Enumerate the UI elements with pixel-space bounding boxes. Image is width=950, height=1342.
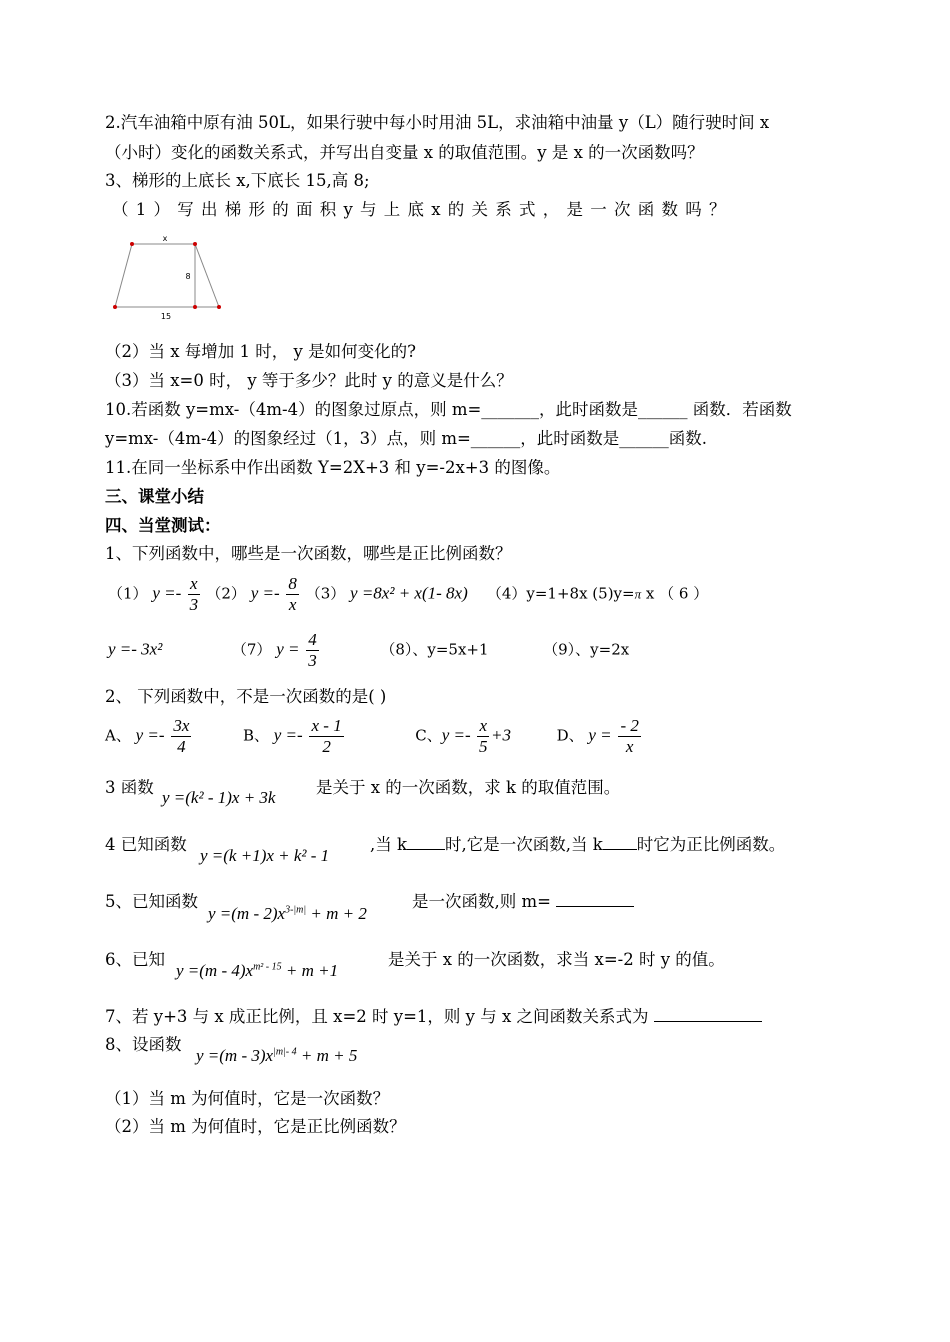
t1-label-1: （1） xyxy=(108,584,148,603)
q3-part-3: （3）当 x=0 时， y 等于多少？此时 y 的意义是什么？ xyxy=(105,371,513,390)
t1-label-7: （7） xyxy=(231,640,272,659)
answer-blank[interactable] xyxy=(556,906,634,907)
t6-pre: 6、已知 xyxy=(105,950,165,969)
option-d-label: D、 xyxy=(556,726,584,745)
option-b-lhs: y =- xyxy=(273,725,303,745)
t3-pre: 3 函数 xyxy=(105,778,154,797)
t5-pre: 5、已知函数 xyxy=(105,892,198,911)
option-a-label: A、 xyxy=(105,726,131,745)
t3-post: 是关于 x 的一次函数，求 k 的取值范围。 xyxy=(316,778,621,797)
vertex-point xyxy=(130,242,134,246)
bottom-label: 15 xyxy=(160,312,172,321)
option-b-label: B、 xyxy=(242,726,269,745)
q3-part-2: （2）当 x 每增加 1 时， y 是如何变化的? xyxy=(105,342,416,361)
formula-tail: + m +1 xyxy=(281,961,339,980)
t1-row-2 xyxy=(108,630,629,671)
option-b-fraction xyxy=(309,716,343,757)
t1-title: 1、下列函数中，哪些是一次函数，哪些是正比例函数？ xyxy=(105,544,512,563)
fraction-numerator: 8 xyxy=(288,574,297,593)
q11: 11.在同一坐标系中作出函数 Y=2X+3 和 y=-2x+3 的图像。 xyxy=(105,458,561,477)
t6-formula xyxy=(176,961,338,981)
t1-label-2: （2） xyxy=(206,584,246,603)
formula-exponent: m² - 15 xyxy=(253,961,282,973)
fraction-numerator: - 2 xyxy=(620,716,639,735)
fraction-denominator: 3 xyxy=(189,595,199,614)
t1-formula-2-fraction xyxy=(286,574,299,615)
t2-title: 2、 下列函数中，不是一次函数的是( ) xyxy=(105,687,387,706)
t4-formula: y =(k +1)x + k² - 1 xyxy=(200,846,330,865)
section-test-heading: 四、当堂测试： xyxy=(105,516,221,535)
top-label: x xyxy=(162,234,168,243)
option-c-label: C、 xyxy=(415,726,442,745)
t6-post: 是关于 x 的一次函数，求当 x=-2 时 y 的值。 xyxy=(388,950,725,969)
t3-formula: y =(k² - 1)x + 3k xyxy=(162,788,276,807)
t8-pre: 8、设函数 xyxy=(105,1035,182,1054)
t5-post-text: 是一次函数,则 m= xyxy=(412,892,551,911)
t8-part-2: （2）当 m 为何值时，它是正比例函数？ xyxy=(105,1117,406,1136)
t7-text: 7、若 y+3 与 x 成正比例，且 x=2 时 y=1，则 y 与 x 之间函数关系式为 xyxy=(105,1007,649,1026)
vertex-point xyxy=(217,305,221,309)
answer-blank[interactable] xyxy=(407,849,445,850)
t1-label-9: （9）、y=2x xyxy=(543,640,630,659)
fraction-denominator: 3 xyxy=(308,651,317,670)
fraction-numerator: 4 xyxy=(308,630,317,649)
t4-post xyxy=(370,831,785,855)
t1-formula-1-lhs: y =- xyxy=(152,583,182,603)
t7 xyxy=(105,1003,762,1027)
trapezoid-left-edge xyxy=(115,244,132,307)
option-a-fraction xyxy=(171,716,191,757)
option-c-fraction xyxy=(477,716,489,757)
t4-post-3: 时它为正比例函数。 xyxy=(636,835,786,854)
t4-pre: 4 已知函数 xyxy=(105,835,187,854)
pi-symbol: π xyxy=(634,586,642,602)
t1-label-4-5: （4）y=1+8x (5)y= xyxy=(486,584,635,603)
answer-blank[interactable] xyxy=(603,849,637,850)
option-a-lhs: y =- xyxy=(135,725,165,745)
fraction-denominator: x xyxy=(625,737,634,756)
q2-line-1: 2.汽车油箱中原有油 50L，如果行驶中每小时用油 5L，求油箱中油量 y（L）随行驶时间 x xyxy=(105,113,770,132)
option-d-lhs: y = xyxy=(588,725,612,745)
formula-base: y =(m - 4)x xyxy=(176,961,254,980)
t1-formula-2-lhs: y =- xyxy=(250,583,280,603)
formula-base: y =(m - 2)x xyxy=(208,904,286,923)
t4-post-1: ,当 k xyxy=(370,835,407,854)
q2-line-2: （小时）变化的函数关系式，并写出自变量 x 的取值范围。y 是 x 的一次函数吗？ xyxy=(105,143,704,162)
option-d-fraction xyxy=(618,716,640,757)
formula-base: y =(m - 3)x xyxy=(196,1046,274,1065)
formula-exponent: |m|- 4 xyxy=(273,1046,297,1058)
fraction-denominator: 2 xyxy=(322,737,331,756)
fraction-denominator: x xyxy=(288,595,297,614)
option-c-lhs: y =- xyxy=(441,725,471,745)
section-summary-heading: 三、课堂小结 xyxy=(105,487,204,506)
q10-line-2: y=mx-（4m-4）的图象经过（1，3）点，则 m=______，此时函数是______函数. xyxy=(105,429,708,448)
t1-formula-1-fraction xyxy=(188,574,200,615)
t1-formula-6: y =- 3x² xyxy=(108,639,163,659)
formula-tail: + m + 5 xyxy=(296,1046,358,1065)
q10-line-1: 10.若函数 y=mx-（4m-4）的图象过原点，则 m=_______，此时函数是______ 函数．若函数 xyxy=(105,400,792,419)
vertex-point xyxy=(113,305,117,309)
fraction-numerator: 3x xyxy=(173,716,190,735)
q3-part-1: （ 1 ） 写 出 梯 形 的 面 积 y 与 上 底 x 的 关 系 式 ， 是 一 次 函 数 吗 ？ xyxy=(112,200,727,219)
fraction-denominator: 4 xyxy=(177,737,186,756)
height-label: 8 xyxy=(185,272,191,281)
fraction-numerator: x xyxy=(479,716,488,735)
t8-formula xyxy=(196,1046,357,1066)
option-c-tail: +3 xyxy=(491,725,511,745)
t1-formula-7-lhs: y = xyxy=(276,639,300,659)
t4-post-2: 时,它是一次函数,当 k xyxy=(445,835,603,854)
t1-label-3: （3） xyxy=(305,584,346,603)
formula-tail: + m + 2 xyxy=(306,904,367,923)
t1-row-1 xyxy=(108,574,708,615)
vertex-point xyxy=(193,305,197,309)
t1-formula-7-fraction xyxy=(306,630,319,671)
vertex-point xyxy=(193,242,197,246)
fraction-numerator: x - 1 xyxy=(311,716,342,735)
trapezoid-right-edge xyxy=(195,244,219,307)
q3-title: 3、梯形的上底长 x,下底长 15,高 8; xyxy=(105,171,370,190)
t1-label-6: x （ 6 ） xyxy=(645,584,709,603)
t2-options xyxy=(105,716,643,757)
fraction-numerator: x xyxy=(190,574,198,593)
fraction-denominator: 5 xyxy=(478,737,488,756)
trapezoid-diagram xyxy=(108,232,228,324)
t8-part-1: （1）当 m 为何值时，它是一次函数？ xyxy=(105,1089,390,1108)
t1-formula-3: y =8x² + x(1- 8x) xyxy=(350,583,468,603)
formula-exponent: 3-|m| xyxy=(285,904,307,916)
t5-formula xyxy=(208,904,367,924)
answer-blank[interactable] xyxy=(654,1021,762,1022)
t1-label-8: （8）、y=5x+1 xyxy=(380,640,489,659)
t5-post xyxy=(412,888,634,912)
